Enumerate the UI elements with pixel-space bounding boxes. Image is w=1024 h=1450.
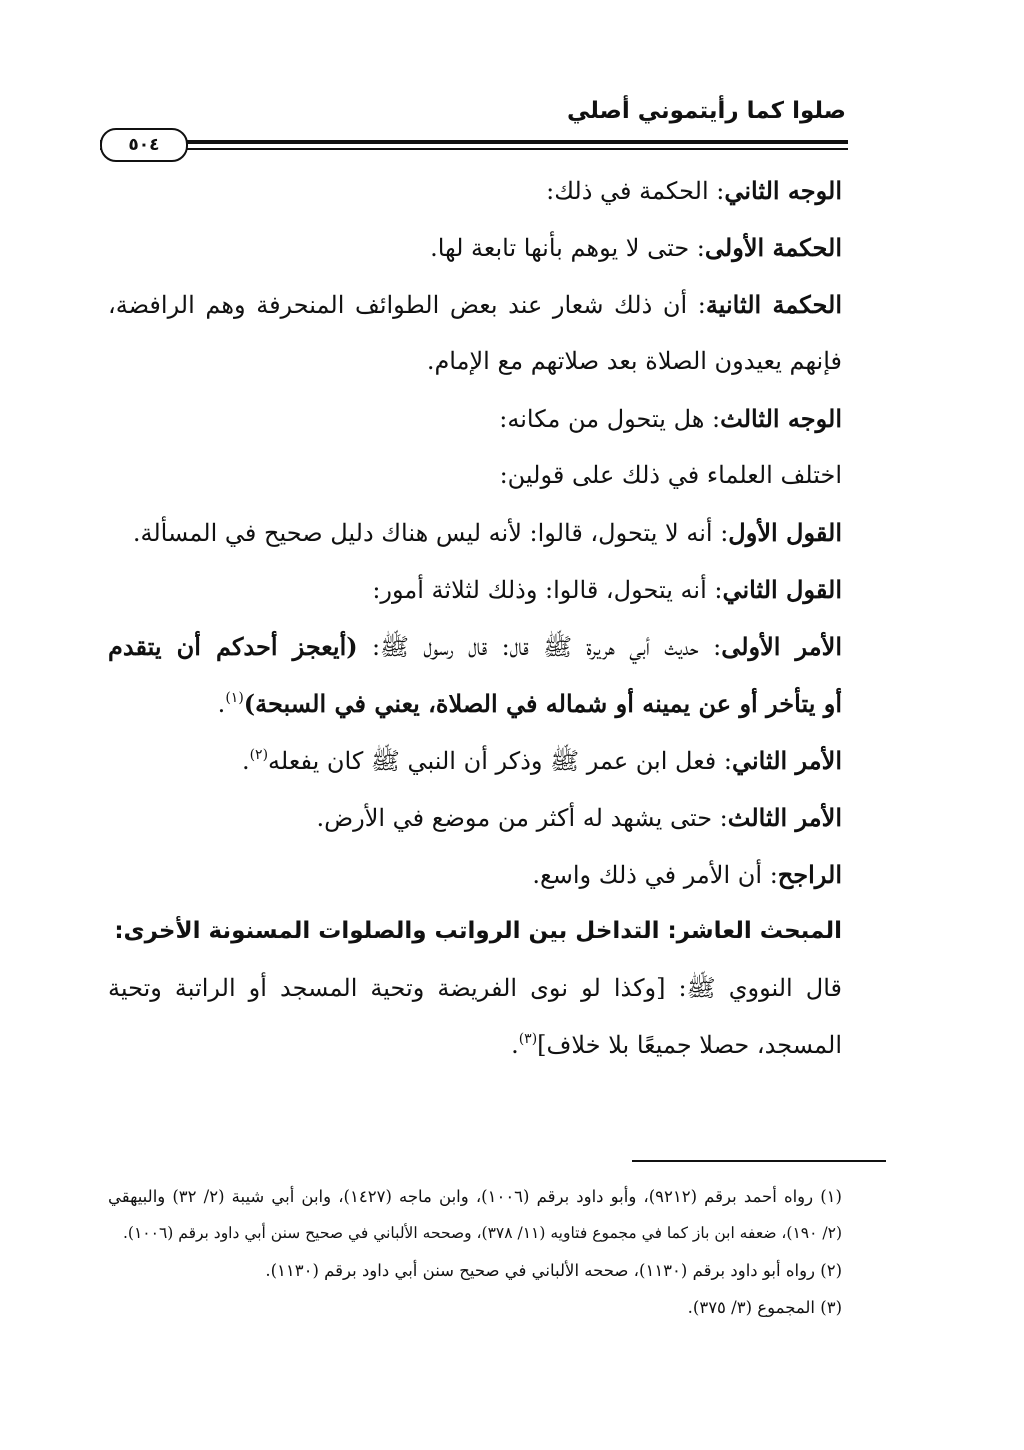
paragraph-line [108,561,842,618]
line-text: : أن الأمر في ذلك واسع. [532,861,778,889]
line-text: اختلف العلماء في ذلك على قولين: [499,461,842,489]
paragraph-line [108,675,842,732]
line-end: . [511,1031,519,1059]
paragraph-line [108,219,842,276]
paragraph-line [108,789,842,846]
page-number: ٥٠٤ [100,128,188,162]
line-end: . [217,690,226,718]
section-label: الأمر الثالث [727,803,842,832]
line-text: المسجد، حصلا جميعًا بلا خلاف] [537,1031,842,1059]
line-end: . [241,747,250,775]
line-text: : هل يتحول من مكانه: [499,405,721,433]
footnotes [108,1178,842,1326]
footnote-line: (١) رواه أحمد برقم (٩٢١٢)، وأبو داود برقم (١٠٠٦)، وابن ماجه (١٤٢٧)، وابن أبي شيبة (٢/ ٣٢) والبيهقي [108,1187,842,1206]
header-rule-thick [100,140,848,144]
section-label: الحكمة الثانية [705,290,842,319]
section-label: الأمر الأولى [721,632,842,661]
line-text: فإنهم يعيدون الصلاة بعد صلاتهم مع الإمام. [426,347,842,375]
section-label: الراجح [777,860,842,889]
footnote-ref[interactable]: (٢) [249,747,269,763]
line-text: : حتى يشهد له أكثر من موضع في الأرض. [316,804,728,832]
hadith-quote: أو يتأخر أو عن يمينه أو شماله في الصلاة، يعني في السبحة) [243,689,842,718]
section-label: الأمر الثاني [731,746,842,775]
line-text: : أنه يتحول، قالوا: وذلك لثلاثة أمور: [372,576,723,604]
line-text: : الحكمة في ذلك: [546,177,725,205]
paragraph-line [108,390,842,447]
line-text: قال النووي ﷺ: [وكذا لو نوى الفريضة وتحية المسجد أو الراتبة وتحية [108,974,842,1002]
footnote-separator [632,1160,886,1162]
paragraph-line [108,333,842,390]
footnote-ref[interactable]: (١) [225,690,244,706]
footnote-line: (٢) رواه أبو داود برقم (١١٣٠)، صححه الألباني في صحيح سنن أبي داود برقم (١١٣٠). [265,1261,842,1280]
section-heading: المبحث العاشر: التداخل بين الرواتب والصلوات المسنونة الأخرى: [114,918,842,944]
line-text: : حديث أبي هريرة ﷺ قال: قال رسول ﷺ: [357,633,722,661]
paragraph-line [108,846,842,903]
paragraph-line [108,447,842,504]
section-label: الوجه الثاني [724,176,842,205]
running-header-title: صلوا كما رأيتموني أصلي [566,98,846,124]
footnote-line: (٣) المجموع (٣/ ٣٧٥). [687,1298,842,1317]
paragraph-line [108,732,842,789]
line-text: : أنه لا يتحول، قالوا: لأنه ليس هناك دليل صحيح في المسألة. [132,519,729,547]
main-text [108,162,842,1074]
paragraph-line [108,504,842,561]
paragraph-line [108,162,842,219]
section-label: القول الأول [728,518,842,547]
section-label: القول الثاني [722,575,842,604]
line-text: : حتى لا يوهم بأنها تابعة لها. [430,234,705,262]
footnote-line: (٢/ ١٩٠)، ضعفه ابن باز كما في مجموع فتاويه (١١/ ٣٧٨)، وصححه الألباني في صحيح سنن أبي داود برقم (١٠٠٦). [123,1224,842,1242]
paragraph-line [108,960,842,1017]
hadith-quote: (أيعجز أحدكم أن يتقدم [108,632,358,661]
paragraph-line [108,276,842,333]
line-text: : فعل ابن عمر ﷺ وذكر أن النبي ﷺ كان يفعله [268,747,732,775]
section-label: الحكمة الأولى [704,233,842,262]
footnote-ref[interactable]: (٣) [518,1031,538,1047]
paragraph-line [108,1017,842,1074]
paragraph-line [108,618,842,675]
header-rule-thin [100,148,848,150]
line-text: : أن ذلك شعار عند بعض الطوائف المنحرفة وهم الرافضة، [108,291,706,319]
section-label: الوجه الثالث [720,404,842,433]
